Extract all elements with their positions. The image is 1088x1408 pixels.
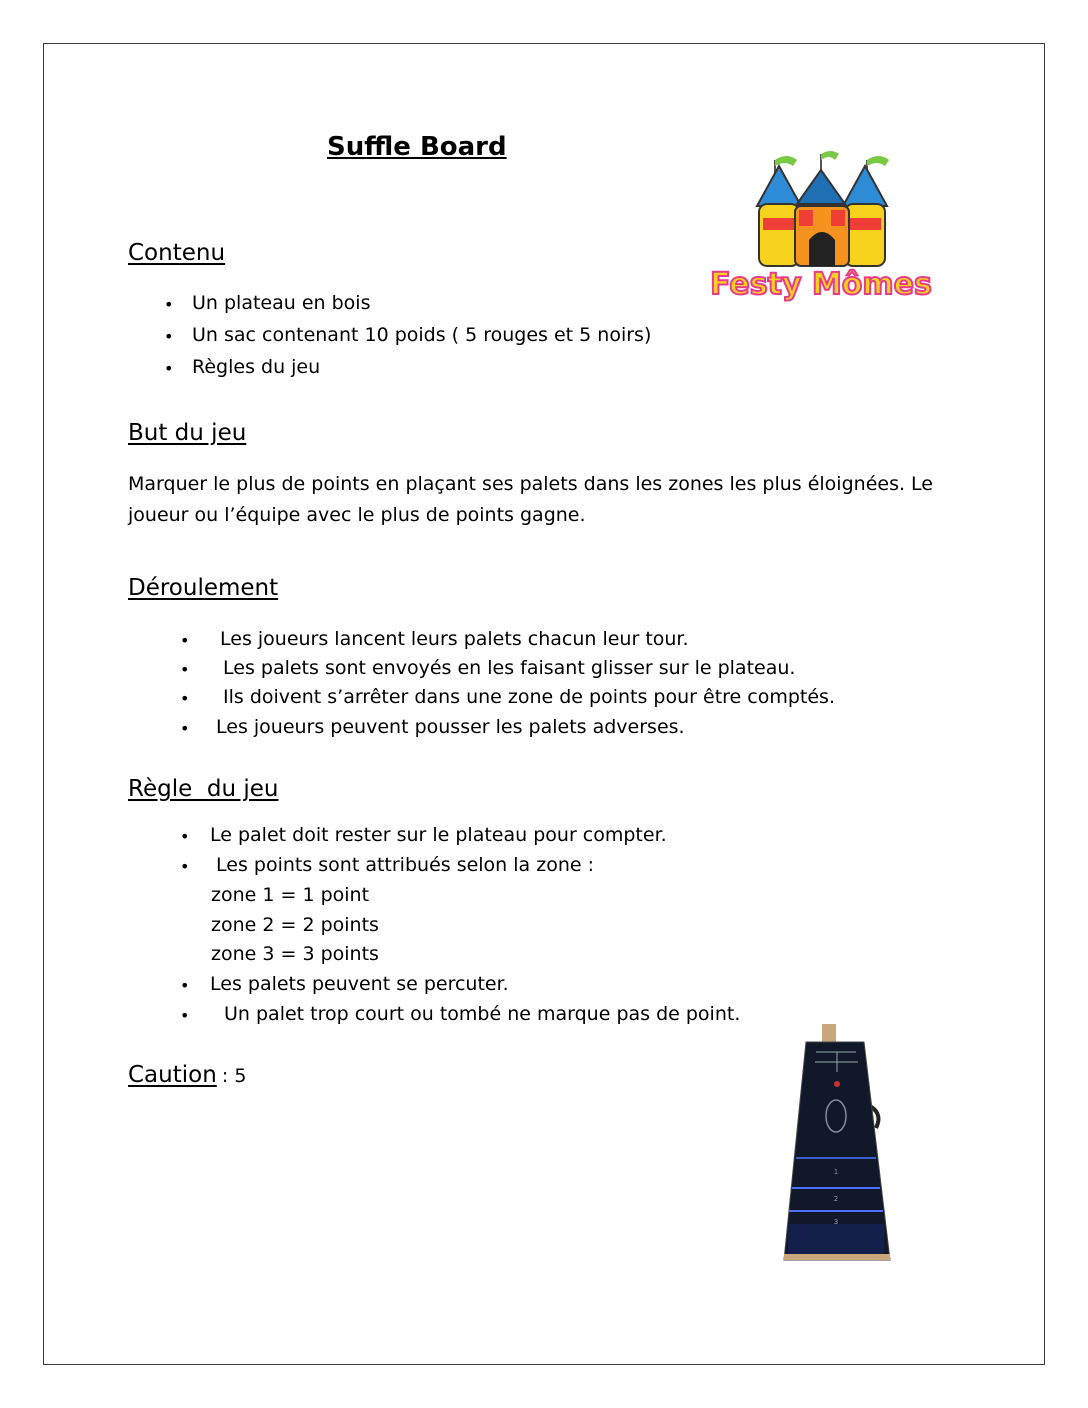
list-item: Les joueurs peuvent pousser les palets adverses. [216,716,685,738]
caution-value: : 5 [221,1065,247,1087]
board-zone-label: 1 [833,1168,839,1176]
section-heading-regle: Règle du jeu [128,776,279,802]
board-zone-label: 2 [833,1195,839,1203]
list-item: Un plateau en bois [192,292,371,314]
goal-paragraph: Marquer le plus de points en plaçant ses palets dans les zones les plus éloignées. Le joueur ou l’équipe avec le plus de points gagne. [128,473,933,526]
list-item: Un sac contenant 10 poids ( 5 rouges et 5 noirs) [192,324,652,346]
list-item: Règles du jeu [192,356,321,378]
svg-text:Festy Mômes: Festy Mômes [710,267,932,302]
festymomes-logo [710,148,932,304]
bullet-icon: • [180,660,190,679]
list-item: Les joueurs lancent leurs palets chacun leur tour. [220,628,689,650]
board-zone-label: 3 [833,1218,839,1226]
bullet-icon: • [180,689,190,708]
list-item: Les palets sont envoyés en les faisant glisser sur le plateau. [223,657,796,679]
bullet-icon: • [164,359,174,378]
list-item: Le palet doit rester sur le plateau pour compter. [210,824,667,846]
section-heading-contenu: Contenu [128,240,226,266]
section-heading-but: But du jeu [128,420,247,446]
list-item: Un palet trop court ou tombé ne marque pas de point. [224,1003,741,1025]
bullet-icon: • [180,827,190,846]
shuffleboard-image [782,1024,894,1264]
list-item: Les points sont attribués selon la zone : [216,854,594,876]
zone-line: zone 2 = 2 points [211,914,379,936]
bullet-icon: • [180,631,190,650]
caution-line [128,1062,246,1088]
bullet-icon: • [180,976,190,995]
list-item: Ils doivent s’arrêter dans une zone de points pour être comptés. [223,686,835,708]
zone-line: zone 1 = 1 point [211,884,370,906]
bullet-icon: • [164,327,174,346]
caution-label: Caution [128,1062,217,1088]
bullet-icon: • [180,1006,190,1025]
bullet-icon: • [180,857,190,876]
zone-line: zone 3 = 3 points [211,943,379,965]
bullet-icon: • [180,719,190,738]
section-heading-deroulement: Déroulement [128,575,279,601]
bullet-icon: • [164,295,174,314]
logo-castle-icon [710,148,932,304]
page-title: Suffle Board [327,132,507,162]
list-item: Les palets peuvent se percuter. [210,973,509,995]
